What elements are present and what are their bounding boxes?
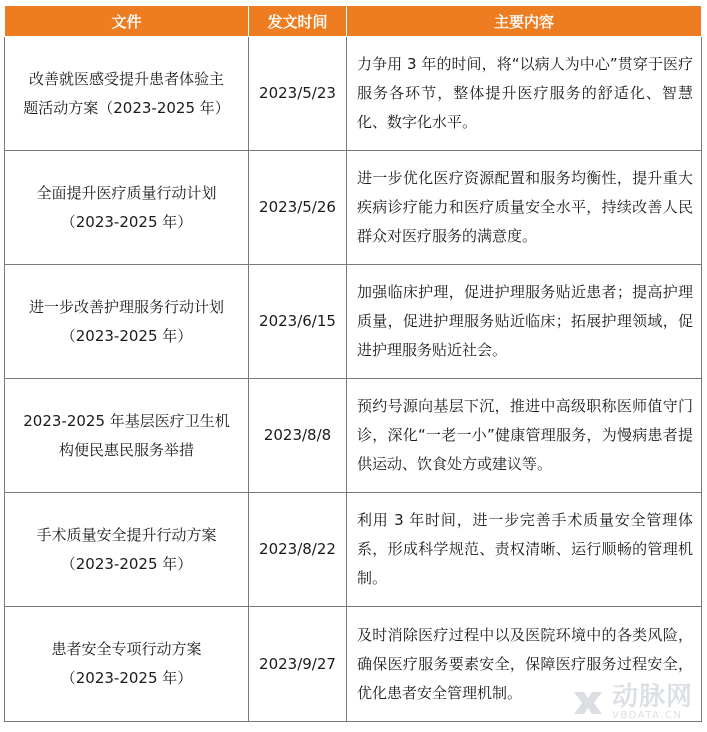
content-cell: 力争用 3 年的时间，将“以病人为中心”贯穿于医疗服务各环节，整体提升医疗服务的舒适化、智慧化、数字化水平。 — [347, 37, 702, 151]
file-name-line: （2023-2025 年） — [60, 326, 193, 345]
file-cell — [5, 151, 249, 265]
file-name-line: （2023-2025 年） — [60, 669, 193, 687]
table-row — [5, 493, 702, 607]
file-name-line: 患者安全专项行动方案 — [51, 640, 202, 658]
policy-table — [4, 6, 702, 722]
table-header-row — [5, 6, 702, 37]
content-cell: 进一步优化医疗资源配置和服务均衡性，提升重大疾病诊疗能力和医疗质量安全水平，持续改善人民群众对医疗服务的满意度。 — [347, 151, 702, 265]
file-name-line: 进一步改善护理服务行动计划 — [28, 297, 224, 316]
header-date: 发文时间 — [249, 6, 347, 37]
content-cell: 及时消除医疗过程中以及医院环境中的各类风险，确保医疗服务要素安全，保障医疗服务过程安全，优化患者安全管理机制。 — [347, 607, 702, 722]
date-cell: 2023/8/22 — [249, 493, 347, 607]
date-cell: 2023/9/27 — [249, 607, 347, 722]
watermark-url: VBDATA.CN — [611, 710, 683, 721]
date-cell: 2023/5/23 — [249, 37, 347, 151]
date-cell: 2023/5/26 — [249, 151, 347, 265]
table-row — [5, 607, 702, 722]
file-name-line: （2023-2025 年） — [60, 554, 193, 573]
file-cell — [5, 265, 249, 379]
file-cell — [5, 493, 249, 607]
content-cell: 预约号源向基层下沉，推进中高级职称医师值守门诊，深化“一老一小”健康管理服务，为慢病患者提供运动、饮食处方或建议等。 — [347, 379, 702, 493]
date-cell: 2023/6/15 — [249, 265, 347, 379]
date-cell: 2023/8/8 — [249, 379, 347, 493]
file-name-line: （2023-2025 年） — [60, 212, 193, 231]
file-name-line: 全面提升医疗质量行动计划 — [36, 183, 217, 202]
file-cell — [5, 37, 249, 151]
watermark-name: 动脉网 — [611, 682, 693, 712]
content-cell: 加强临床护理，促进护理服务贴近患者；提高护理质量，促进护理服务贴近临床；拓展护理领域，促进护理服务贴近社会。 — [347, 265, 702, 379]
file-cell — [5, 607, 249, 722]
header-file: 文件 — [5, 6, 249, 37]
file-cell — [5, 379, 249, 493]
table-row — [5, 151, 702, 265]
header-content: 主要内容 — [347, 6, 702, 37]
table-row — [5, 265, 702, 379]
content-cell: 利用 3 年时间，进一步完善手术质量安全管理体系，形成科学规范、责权清晰、运行顺畅的管理机制。 — [347, 493, 702, 607]
file-name-line: 构便民惠民服务举措 — [58, 440, 194, 459]
table-row — [5, 379, 702, 493]
file-name-line: 题活动方案（2023-2025 年） — [23, 98, 230, 117]
file-name-line: 2023-2025 年基层医疗卫生机 — [23, 411, 230, 430]
table-row — [5, 37, 702, 151]
file-name-line: 改善就医感受提升患者体验主 — [28, 69, 224, 88]
file-name-line: 手术质量安全提升行动方案 — [36, 525, 217, 544]
